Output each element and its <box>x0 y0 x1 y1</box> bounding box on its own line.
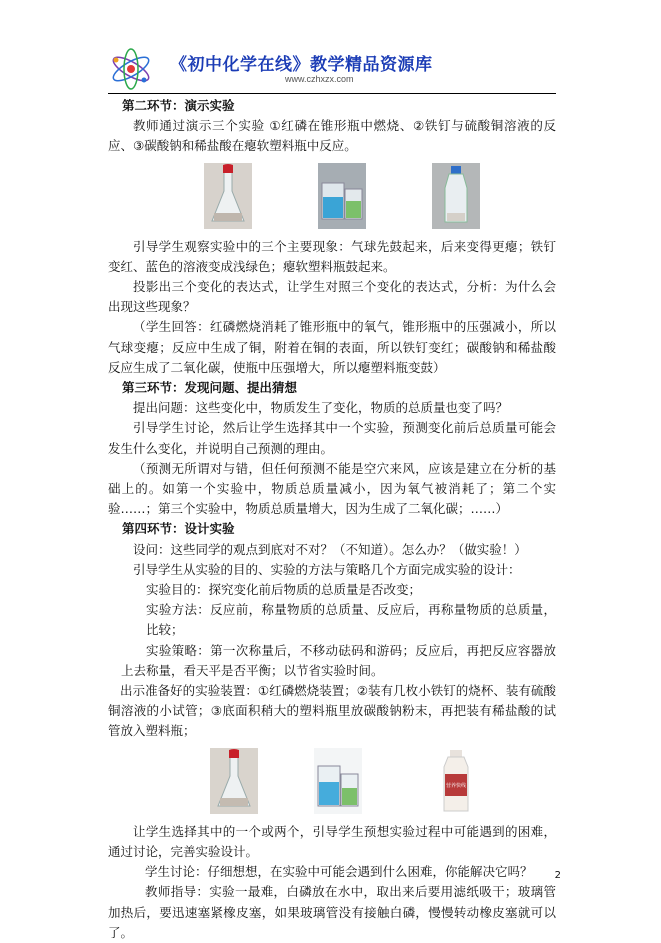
paragraph: 引导学生从实验的目的、实验的方法与策略几个方面完成实验的设计： <box>133 561 521 577</box>
header-url: www.czhxzx.com <box>285 74 354 84</box>
paragraph: 提出问题：这些变化中，物质发生了变化，物质的总质量也变了吗？ <box>133 400 509 416</box>
paragraph: 投影出三个变化的表达式，让学生对照三个变化的表达式，分析：为什么会出现这些现象？ <box>108 279 556 315</box>
plastic-drink-bottle-photo <box>432 748 480 814</box>
bottle-label-text: 营养快线 <box>445 782 467 789</box>
paragraph: 让学生选择其中的一个或两个，引导学生预想实验过程中可能遇到的困难，通过讨论，完善实验设计。 <box>108 823 556 859</box>
paragraph: 教师通过演示三个实验 ①红磷在锥形瓶中燃烧、②铁钉与硫酸铜溶液的反应、③碳酸钠和稀盐酸在瘪软塑料瓶中反应。 <box>108 118 556 154</box>
beaker-test-tube-apparatus-photo <box>314 748 362 814</box>
header-title: 《初中化学在线》教学精品资源库 <box>170 55 433 75</box>
paragraph: 实验目的：探究变化前后物质的总质量是否改变； <box>146 582 422 598</box>
paragraph: 实验策略：第一次称量后，不移动砝码和游码；反应后，再把反应容器放上去称量，看天平是否平衡；以节省实验时间。 <box>121 642 556 678</box>
paragraph: 实验方法：反应前，称量物质的总质量、反应后，再称量物质的总质量，比较； <box>146 602 556 638</box>
paragraph: 引导学生讨论，然后让学生选择其中一个实验，预测变化前后总质量可能会发生什么变化，并说明自己预测的理由。 <box>108 420 556 456</box>
iron-nail-copper-sulfate-photo <box>318 163 366 229</box>
paragraph: 引导学生观察实验中的三个主要现象：气球先鼓起来，后来变得更瘪；铁钉变红、蓝色的溶液变成浅绿色；瘪软塑料瓶鼓起来。 <box>108 238 556 274</box>
atom-logo-icon <box>108 46 154 92</box>
red-phosphorus-flask-photo <box>204 163 252 229</box>
page-number: 2 <box>554 870 561 881</box>
experiment-photos-row-1 <box>108 163 556 229</box>
paragraph: （预测无所谓对与错，但任何预测不能是空穴来风，应该是建立在分析的基础上的。如第一个实验中，物质总质量减小，因为氧气被消耗了；第二个实验……；第三个实验中，物质总质量增大，因为生成了二氧化碳；……） <box>108 460 556 517</box>
section-heading: 第三环节：发现问题、提出猜想 <box>122 380 298 396</box>
document-body <box>108 96 556 943</box>
header-divider <box>108 93 556 94</box>
phosphorus-combustion-apparatus-photo <box>210 748 258 814</box>
plastic-bottle-reaction-photo <box>432 163 480 229</box>
section-heading: 第二环节：演示实验 <box>122 98 235 113</box>
paragraph: 学生讨论：仔细想想，在实验中可能会遇到什么困难，你能解决它吗？ <box>145 864 533 880</box>
section-heading: 第四环节：设计实验 <box>122 521 235 537</box>
experiment-photos-row-2 <box>108 748 556 814</box>
paragraph: 设问：这些同学的观点到底对不对？（不知道）。怎么办？（做实验！） <box>133 541 527 557</box>
paragraph: 教师指导：实验一最难，白磷放在水中，取出来后要用滤纸吸干；玻璃管加热后，要迅速塞紧橡皮塞，如果玻璃管没有接触白磷，慢慢转动橡皮塞就可以了。 <box>108 884 556 940</box>
paragraph: （学生回答：红磷燃烧消耗了锥形瓶中的氧气，锥形瓶中的压强减小，所以气球变瘪；反应中生成了铜，附着在铜的表面，所以铁钉变红；碳酸钠和稀盐酸反应生成了二氧化碳，使瓶中压强增大，所以瘪塑料瓶变鼓） <box>108 319 556 375</box>
paragraph: 出示准备好的实验装置：①红磷燃烧装置；②装有几枚小铁钉的烧杯、装有硫酸铜溶液的小试管；③底面积稍大的塑料瓶里放碳酸钠粉末，再把装有稀盐酸的试管放入塑料瓶； <box>108 683 556 739</box>
